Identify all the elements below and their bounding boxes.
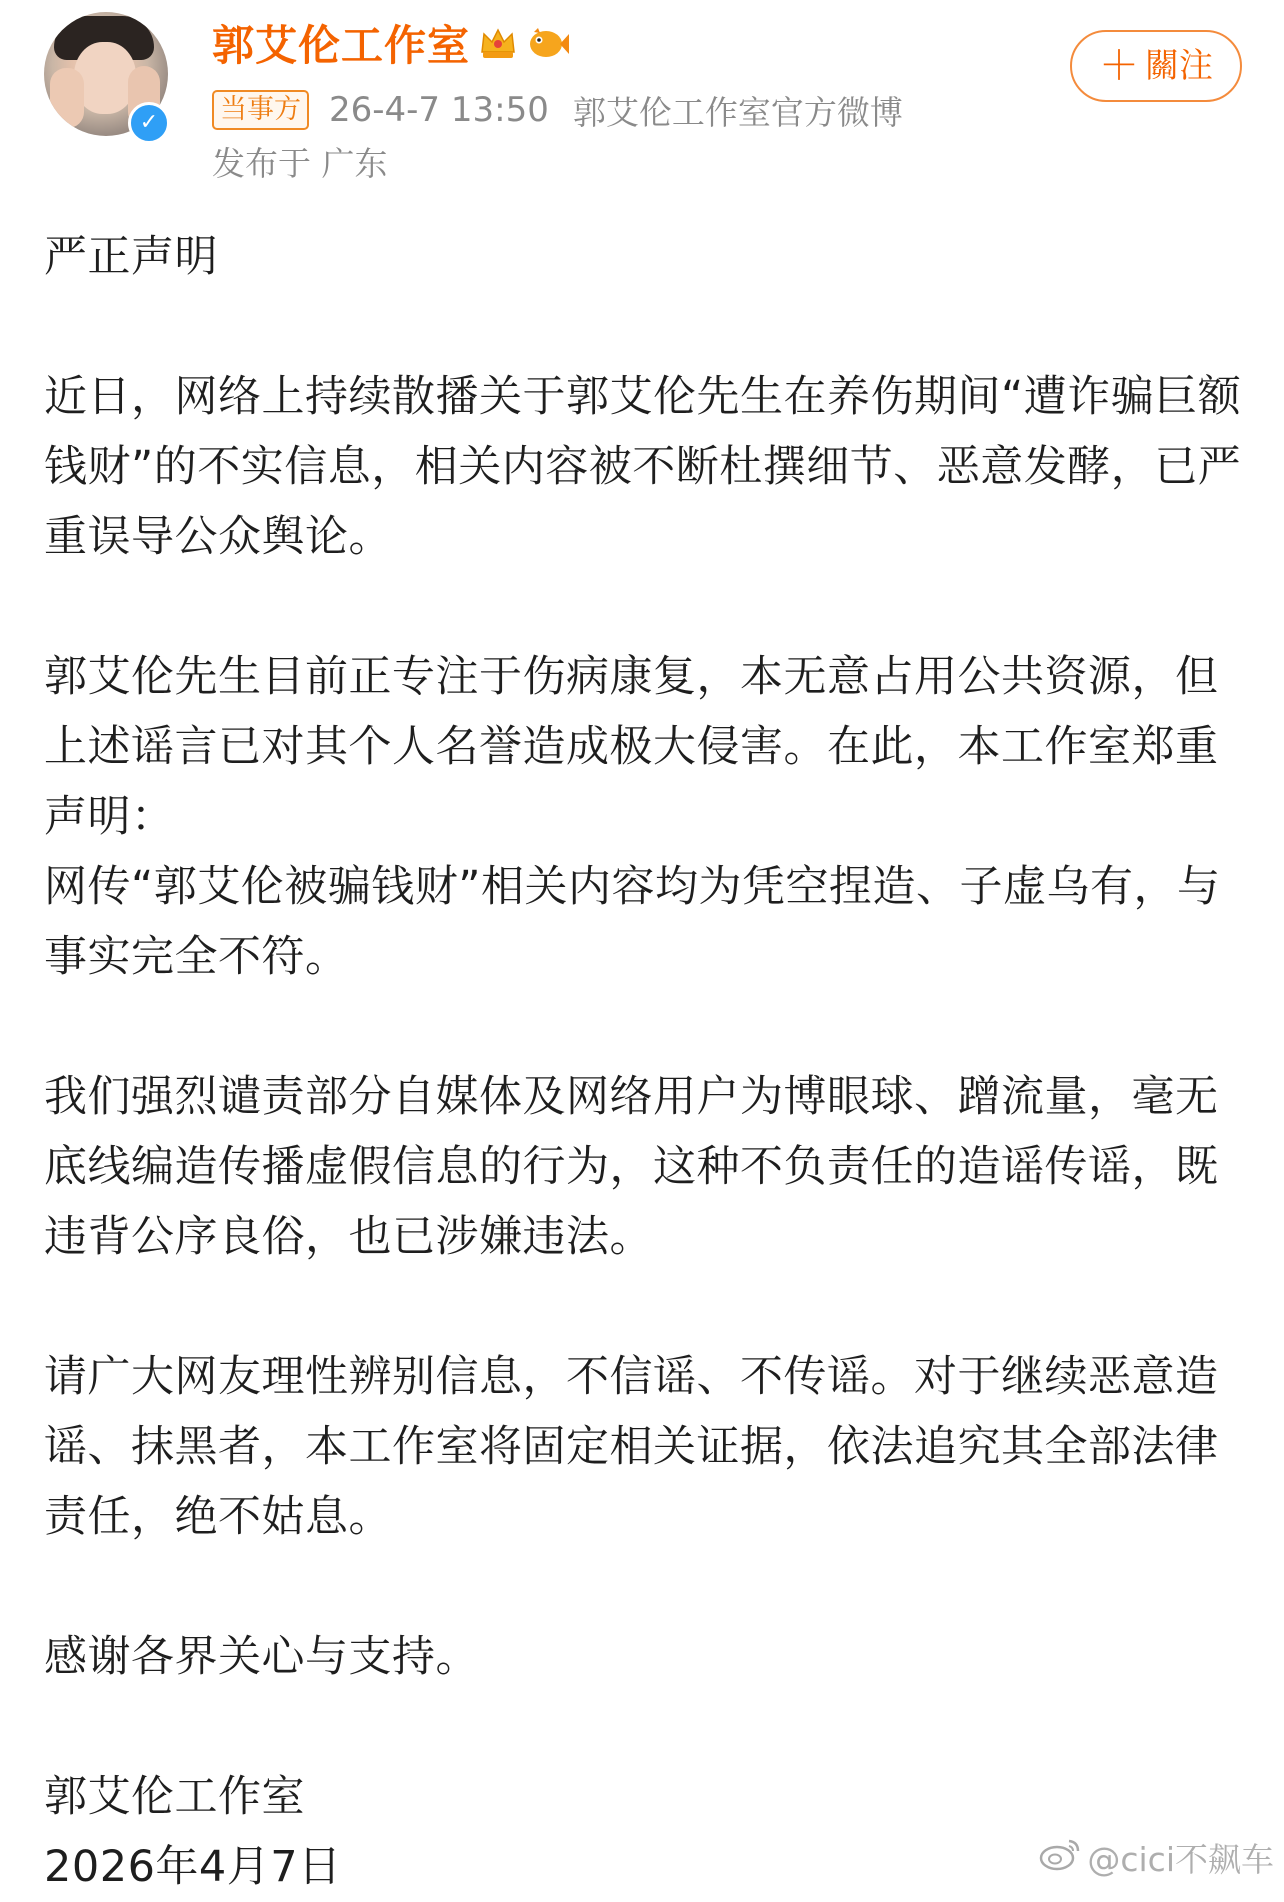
name-row	[212, 18, 570, 74]
post-body	[44, 222, 1244, 1902]
paragraph-gap	[44, 572, 1244, 642]
follow-button-label: 關注	[1145, 46, 1213, 86]
paragraph-gap	[44, 992, 1244, 1062]
paragraph-gap	[44, 1552, 1244, 1622]
paragraph-3: 网传“郭艾伦被骗钱财”相关内容均为凭空捏造、子虚乌有，与事实完全不符。	[44, 862, 1221, 982]
statement-title: 严正声明	[44, 232, 218, 282]
plus-icon: ＋	[1099, 43, 1139, 89]
watermark	[1039, 1834, 1274, 1881]
post-header	[0, 0, 1284, 200]
paragraph-2: 郭艾伦先生目前正专注于伤病康复，本无意占用公共资源，但上述谣言已对其个人名誉造成极大侵害。在此，本工作室郑重声明：	[44, 652, 1219, 842]
avatar-hand-left	[50, 68, 84, 128]
fish-icon	[526, 24, 570, 68]
post-source: 郭艾伦工作室官方微博	[572, 92, 903, 132]
paragraph-5: 请广大网友理性辨别信息，不信谣、不传谣。对于继续恶意造谣、抹黑者，本工作室将固定相关证据，依法追究其全部法律责任，绝不姑息。	[44, 1352, 1219, 1542]
signature: 郭艾伦工作室	[44, 1772, 305, 1822]
watermark-text: @cici不飙车	[1087, 1840, 1274, 1879]
meta-row	[212, 88, 903, 132]
post-time: 26-4-7 13:50	[329, 90, 549, 130]
paragraph-gap	[44, 292, 1244, 362]
statement-date: 2026年4月7日	[44, 1842, 342, 1892]
follow-button[interactable]	[1070, 30, 1242, 102]
user-name[interactable]: 郭艾伦工作室	[212, 21, 471, 70]
paragraph-1: 近日，网络上持续散播关于郭艾伦先生在养伤期间“遭诈骗巨额钱财”的不实信息，相关内容被不断杜撰细节、恶意发酵，已严重误导公众舆论。	[44, 372, 1242, 562]
paragraph-4: 我们强烈谴责部分自媒体及网络用户为博眼球、蹭流量，毫无底线编造传播虚假信息的行为，这种不负责任的造谣传谣，既违背公序良俗，也已涉嫌违法。	[44, 1072, 1219, 1262]
paragraph-gap	[44, 1692, 1244, 1762]
paragraph-gap	[44, 1272, 1244, 1342]
verified-check-icon: ✓	[128, 102, 170, 144]
crown-icon	[478, 24, 518, 68]
paragraph-6: 感谢各界关心与支持。	[44, 1632, 479, 1682]
party-tag: 当事方	[212, 90, 309, 130]
post-location: 发布于 广东	[212, 144, 388, 183]
weibo-icon	[1039, 1837, 1081, 1879]
